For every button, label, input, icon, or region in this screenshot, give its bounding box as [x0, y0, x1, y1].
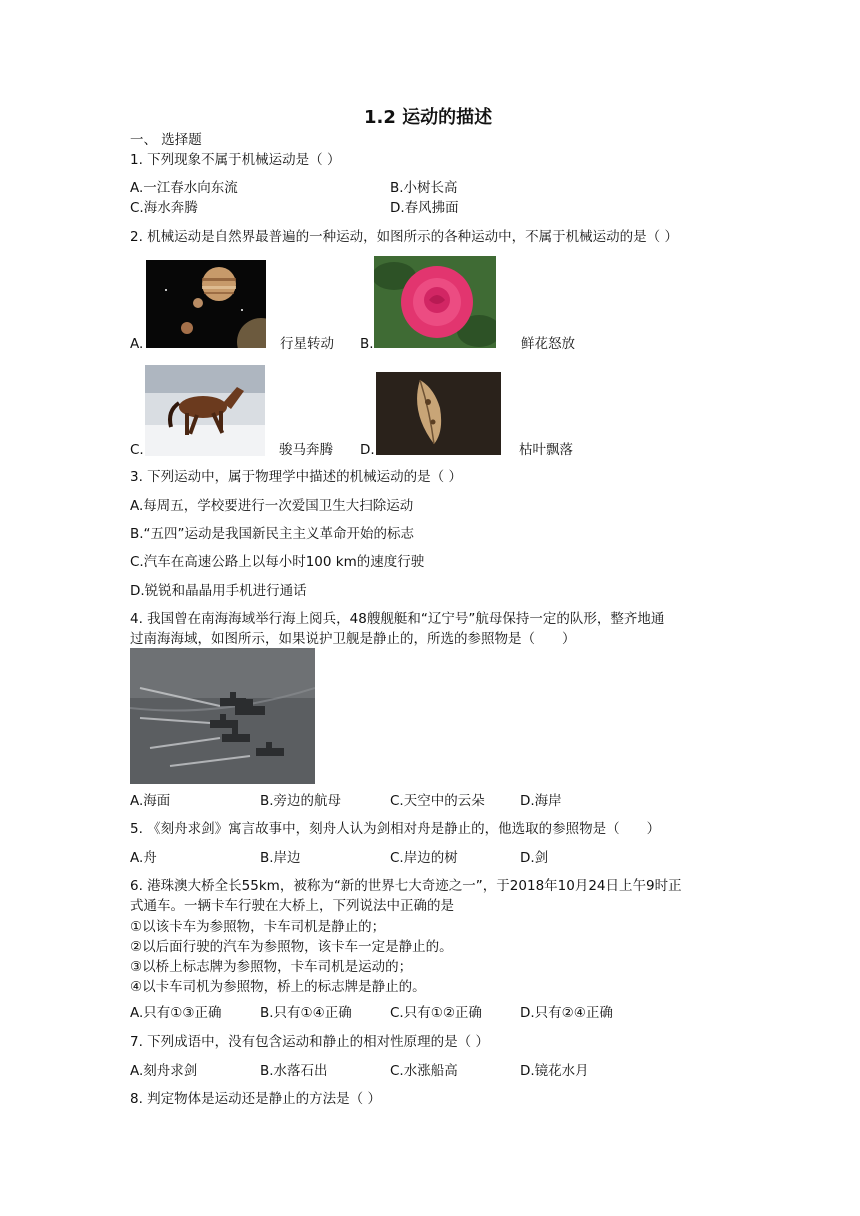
- leaf-image: [376, 372, 501, 455]
- question-6-stem-line2: 式通车。一辆卡车行驶在大桥上，下列说法中正确的是: [130, 898, 454, 914]
- question-4-stem-line1: 4. 我国曾在南海海域举行海上阅兵，48艘舰艇和“辽宁号”航母保持一定的队形，整齐地通: [130, 611, 665, 627]
- question-3-stem: 3. 下列运动中，属于物理学中描述的机械运动的是（ ）: [130, 469, 462, 485]
- question-4-stem-line2: 过南海海域，如图所示，如果说护卫舰是静止的，所选的参照物是（ ）: [130, 631, 576, 647]
- q4-option-c: C.天空中的云朵: [390, 793, 485, 809]
- q2-option-d-letter: D.: [360, 442, 375, 458]
- q5-option-a: A.舟: [130, 850, 157, 866]
- q2-option-c-letter: C.: [130, 442, 144, 458]
- question-7-stem: 7. 下列成语中，没有包含运动和静止的相对性原理的是（ ）: [130, 1034, 489, 1050]
- question-6-stem-line1: 6. 港珠澳大桥全长55km，被称为“新的世界七大奇迹之一”，于2018年10月24日上午9时正: [130, 878, 682, 894]
- q6-option-b: B.只有①④正确: [260, 1005, 352, 1021]
- q3-option-a: A.每周五，学校要进行一次爱国卫生大扫除运动: [130, 498, 414, 514]
- section-heading: 一、 选择题: [130, 132, 202, 148]
- rose-image: [374, 256, 496, 348]
- q3-option-d: D.锐锐和晶晶用手机进行通话: [130, 583, 307, 599]
- q1-option-b: B.小树长高: [390, 180, 458, 196]
- q6-statement-4: ④以卡车司机为参照物，桥上的标志牌是静止的。: [130, 979, 426, 995]
- q4-option-b: B.旁边的航母: [260, 793, 342, 809]
- q7-option-b: B.水落石出: [260, 1063, 328, 1079]
- fleet-image: [130, 648, 315, 784]
- q2-option-d-caption: 枯叶飘落: [519, 442, 573, 458]
- q1-option-d: D.春风拂面: [390, 200, 459, 216]
- q7-option-d: D.镜花水月: [520, 1063, 589, 1079]
- q1-option-a: A.一江春水向东流: [130, 180, 238, 196]
- q6-option-d: D.只有②④正确: [520, 1005, 613, 1021]
- q2-option-a-caption: 行星转动: [280, 336, 334, 352]
- q2-option-c-caption: 骏马奔腾: [279, 442, 333, 458]
- q6-statement-3: ③以桥上标志牌为参照物，卡车司机是运动的；: [130, 959, 413, 975]
- q5-option-b: B.岸边: [260, 850, 301, 866]
- question-1-stem: 1. 下列现象不属于机械运动是（ ）: [130, 152, 341, 168]
- q2-option-a-letter: A.: [130, 336, 144, 352]
- question-2-stem: 2. 机械运动是自然界最普遍的一种运动，如图所示的各种运动中，不属于机械运动的是（ ）: [130, 229, 678, 245]
- q6-option-c: C.只有①②正确: [390, 1005, 482, 1021]
- q6-statement-1: ①以该卡车为参照物，卡车司机是静止的；: [130, 919, 386, 935]
- q3-option-c: C.汽车在高速公路上以每小时100 km的速度行驶: [130, 554, 425, 570]
- q2-option-b-caption: 鲜花怒放: [521, 336, 575, 352]
- question-8-stem: 8. 判定物体是运动还是静止的方法是（ ）: [130, 1091, 381, 1107]
- q1-option-c: C.海水奔腾: [130, 200, 198, 216]
- q3-option-b: B.“五四”运动是我国新民主主义革命开始的标志: [130, 526, 415, 542]
- question-5-stem: 5. 《刻舟求剑》寓言故事中，刻舟人认为剑相对舟是静止的，他选取的参照物是（ ）: [130, 821, 661, 837]
- q5-option-d: D.剑: [520, 850, 549, 866]
- q2-option-b-letter: B.: [360, 336, 374, 352]
- q4-option-a: A.海面: [130, 793, 171, 809]
- q4-option-d: D.海岸: [520, 793, 562, 809]
- q6-statement-2: ②以后面行驶的汽车为参照物，该卡车一定是静止的。: [130, 939, 453, 955]
- q6-option-a: A.只有①③正确: [130, 1005, 222, 1021]
- q7-option-c: C.水涨船高: [390, 1063, 458, 1079]
- q5-option-c: C.岸边的树: [390, 850, 458, 866]
- planets-image: [146, 260, 266, 348]
- q7-option-a: A.刻舟求剑: [130, 1063, 198, 1079]
- horse-image: [145, 365, 265, 456]
- page-title: 1.2 运动的描述: [364, 107, 493, 128]
